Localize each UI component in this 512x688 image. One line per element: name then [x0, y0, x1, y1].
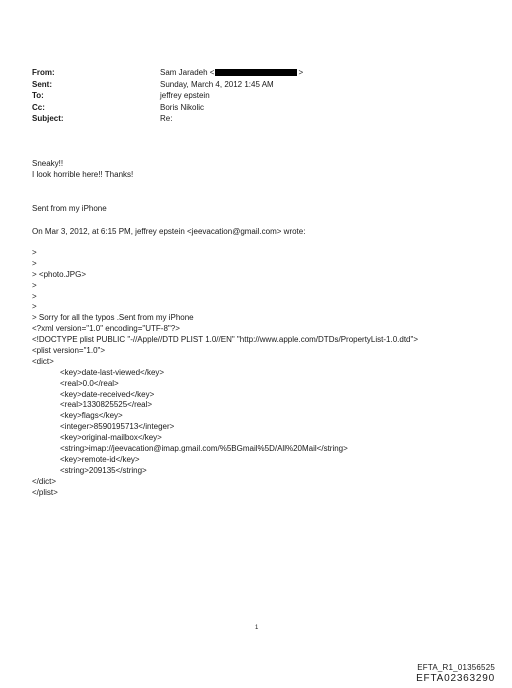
signature-line: Sent from my iPhone: [32, 204, 107, 213]
quoted-line: <plist version="1.0">: [32, 346, 106, 356]
quoted-line: <!DOCTYPE plist PUBLIC "-//Apple//DTD PLIST 1.0//EN" "http://www.apple.com/DTDs/PropertyList-1.0.dtd">: [32, 335, 419, 345]
cc-row: [32, 102, 303, 114]
sent-value: Sunday, March 4, 2012 1:45 AM: [160, 79, 274, 89]
cc-value: Boris Nikolic: [160, 102, 205, 112]
body-line-1: Sneaky!!: [32, 159, 64, 168]
redaction-bar: [215, 69, 297, 76]
quoted-line: <dict>: [32, 356, 54, 366]
quoted-line: <real>1330825525</real>: [60, 400, 153, 410]
quoted-line: >: [32, 258, 37, 268]
quoted-line: <real>0.0</real>: [60, 378, 119, 388]
to-row: [32, 90, 303, 102]
page-number: 1: [255, 625, 259, 631]
sent-label: Sent:: [32, 79, 52, 89]
quoted-line: >: [32, 248, 37, 257]
subject-row: [32, 113, 303, 125]
quoted-line: <integer>8590195713</integer>: [60, 422, 175, 432]
quoted-line: > <photo.JPG>: [32, 269, 87, 279]
body-line-2: I look horrible here!! Thanks!: [32, 170, 134, 179]
bates-number-1: EFTA_R1_01356525: [417, 663, 495, 672]
cc-label: Cc:: [32, 102, 45, 112]
from-value: [160, 67, 303, 79]
quoted-line: </plist>: [32, 487, 58, 497]
subject-value: Re:: [160, 114, 173, 123]
from-row: [32, 67, 303, 79]
quoted-line: <key>date-received</key>: [60, 389, 155, 399]
sent-row: [32, 79, 303, 91]
subject-label: Subject:: [32, 114, 64, 123]
quoted-line: <?xml version="1.0" encoding="UTF-8"?>: [32, 324, 180, 334]
quoted-line: > Sorry for all the typos .Sent from my iPhone: [32, 313, 194, 323]
quoted-line: >: [32, 302, 37, 312]
bates-number-2: EFTA02363290: [416, 673, 495, 684]
quoted-line: <key>remote-id</key>: [60, 454, 140, 464]
email-header: [32, 67, 303, 125]
quote-intro: On Mar 3, 2012, at 6:15 PM, jeffrey epstein <jeevacation@gmail.com> wrote:: [32, 227, 306, 236]
quoted-line: <key>flags</key>: [60, 411, 123, 421]
to-value: jeffrey epstein: [160, 91, 210, 100]
quoted-line: <string>209135</string>: [60, 465, 147, 475]
quoted-content: [32, 248, 418, 498]
quoted-line: <key>original-mailbox</key>: [60, 433, 162, 443]
quoted-line: </dict>: [32, 476, 57, 486]
to-label: To:: [32, 91, 44, 100]
quoted-line: <key>date-last-viewed</key>: [60, 367, 165, 377]
quoted-line: >: [32, 291, 37, 301]
from-close: >: [298, 68, 304, 77]
quoted-line: <string>imap://jeevacation@imap.gmail.com/%5BGmail%5D/All%20Mail</string>: [60, 444, 348, 454]
from-label: From:: [32, 68, 55, 77]
quoted-line: >: [32, 280, 37, 290]
from-name: Sam Jaradeh <: [160, 68, 215, 77]
